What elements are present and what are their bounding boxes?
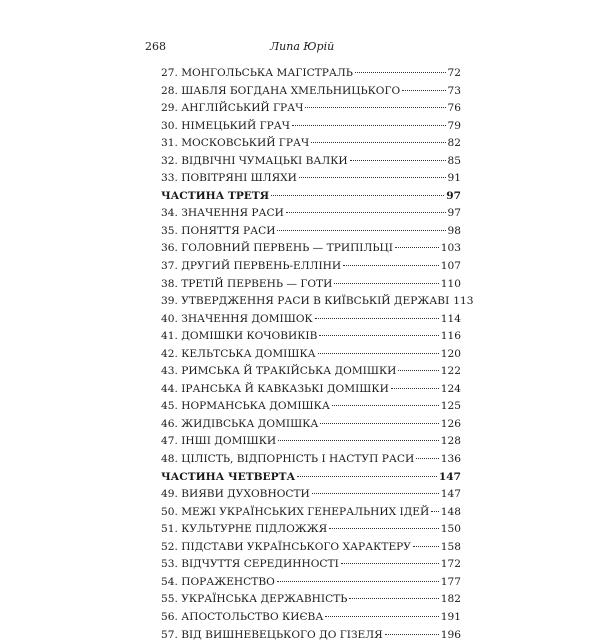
dot-leader xyxy=(325,616,438,617)
toc-entry-page: 196 xyxy=(441,627,461,644)
toc-entry-title: 30. НІМЕЦЬКИЙ ГРАЧ xyxy=(161,118,290,136)
toc-entry-page: 177 xyxy=(441,574,461,592)
dot-leader xyxy=(299,177,446,178)
dot-leader xyxy=(315,318,439,319)
toc-entry-page: 79 xyxy=(448,118,461,136)
toc-entry-title: 56. АПОСТОЛЬСТВО КИЄВА xyxy=(161,609,323,627)
toc-entry xyxy=(161,311,461,329)
toc-entry-title: 44. ІРАНСЬКА Й КАВКАЗЬКІ ДОМІШКИ xyxy=(161,381,389,399)
toc-entry-title: ЧАСТИНА ТРЕТЯ xyxy=(161,188,269,206)
toc-entry-page: 150 xyxy=(441,521,461,539)
toc-entry-title: 51. КУЛЬТУРНЕ ПІДЛОЖЖЯ xyxy=(161,521,327,539)
toc-entry-title: 49. ВИЯВИ ДУХОВНОСТИ xyxy=(161,486,310,504)
toc-entry-title: 31. МОСКОВСЬКИЙ ГРАЧ xyxy=(161,135,309,153)
toc-entry-page: 72 xyxy=(448,65,461,83)
running-header xyxy=(145,40,475,56)
toc-entry-page: 128 xyxy=(441,433,461,451)
dot-leader xyxy=(319,335,438,336)
dot-leader xyxy=(332,405,439,406)
toc-entry-page: 113 xyxy=(453,293,473,311)
toc-entry-page: 82 xyxy=(448,135,461,153)
toc-entry xyxy=(161,293,461,311)
toc-entry xyxy=(161,416,461,434)
toc-entry xyxy=(161,627,461,644)
toc-entry xyxy=(161,135,461,153)
toc-entry-page: 116 xyxy=(441,328,461,346)
dot-leader xyxy=(277,581,439,582)
toc-entry-page: 110 xyxy=(441,276,461,294)
toc-entry xyxy=(161,276,461,294)
toc-entry xyxy=(161,83,461,101)
dot-leader xyxy=(318,353,439,354)
toc-entry-page: 73 xyxy=(448,83,461,101)
toc-entry-title: 43. РИМСЬКА Й ТРАКІЙСЬКА ДОМІШКИ xyxy=(161,363,396,381)
dot-leader xyxy=(355,72,446,73)
toc-entry-page: 98 xyxy=(448,223,461,241)
dot-leader xyxy=(311,142,445,143)
toc-entry-page: 147 xyxy=(441,486,461,504)
toc-entry xyxy=(161,118,461,136)
dot-leader xyxy=(431,511,438,512)
toc-entry xyxy=(161,574,461,592)
toc-entry-title: ЧАСТИНА ЧЕТВЕРТА xyxy=(161,469,295,487)
running-head-author: Липа Юрій xyxy=(270,40,334,53)
toc-entry-page: 191 xyxy=(441,609,461,627)
toc-entry-title: 47. ІНШІ ДОМІШКИ xyxy=(161,433,276,451)
dot-leader xyxy=(312,493,439,494)
page-number: 268 xyxy=(145,40,166,53)
toc-entry-page: 97 xyxy=(446,188,461,206)
toc-entry xyxy=(161,433,461,451)
toc-entry-title: 27. МОНГОЛЬСЬКА МАГІСТРАЛЬ xyxy=(161,65,353,83)
dot-leader xyxy=(271,195,444,196)
toc-entry xyxy=(161,153,461,171)
toc-part-heading xyxy=(161,469,461,487)
dot-leader xyxy=(350,160,446,161)
dot-leader xyxy=(349,598,438,599)
toc-entry xyxy=(161,363,461,381)
toc-entry-page: 91 xyxy=(448,170,461,188)
toc-entry-page: 148 xyxy=(441,504,461,522)
toc-entry-title: 39. УТВЕРДЖЕННЯ РАСИ В КИЇВСЬКІЙ ДЕРЖАВІ xyxy=(161,293,449,311)
toc-entry xyxy=(161,521,461,539)
toc-entry-page: 158 xyxy=(441,539,461,557)
dot-leader xyxy=(277,230,445,231)
toc-entry xyxy=(161,486,461,504)
toc-entry-title: 54. ПОРАЖЕНСТВО xyxy=(161,574,275,592)
toc-entry xyxy=(161,346,461,364)
dot-leader xyxy=(292,125,446,126)
toc-entry xyxy=(161,258,461,276)
toc-entry xyxy=(161,591,461,609)
toc-entry xyxy=(161,451,461,469)
toc-entry-page: 124 xyxy=(441,381,461,399)
toc-entry xyxy=(161,328,461,346)
toc-entry xyxy=(161,539,461,557)
toc-entry xyxy=(161,504,461,522)
toc-entry xyxy=(161,100,461,118)
toc-entry-page: 182 xyxy=(441,591,461,609)
dot-leader xyxy=(416,458,439,459)
toc-entry-page: 136 xyxy=(441,451,461,469)
dot-leader xyxy=(385,634,439,635)
toc-entry-title: 45. НОРМАНСЬКА ДОМІШКА xyxy=(161,398,330,416)
toc-entry-title: 32. ВІДВІЧНІ ЧУМАЦЬКІ ВАЛКИ xyxy=(161,153,348,171)
toc-entry-title: 37. ДРУГИЙ ПЕРВЕНЬ-ЕЛЛІНИ xyxy=(161,258,341,276)
table-of-contents xyxy=(161,65,461,644)
toc-entry-page: 103 xyxy=(441,240,461,258)
dot-leader xyxy=(341,563,439,564)
toc-entry-title: 52. ПІДСТАВИ УКРАЇНСЬКОГО ХАРАКТЕРУ xyxy=(161,539,411,557)
dot-leader xyxy=(402,90,445,91)
toc-entry-page: 147 xyxy=(439,469,461,487)
dot-leader xyxy=(343,265,439,266)
toc-entry-title: 53. ВІДЧУТТЯ СЕРЕДИННОСТІ xyxy=(161,556,339,574)
dot-leader xyxy=(320,423,438,424)
dot-leader xyxy=(398,370,438,371)
toc-entry xyxy=(161,205,461,223)
toc-entry xyxy=(161,398,461,416)
toc-entry xyxy=(161,381,461,399)
toc-entry xyxy=(161,170,461,188)
toc-entry-page: 172 xyxy=(441,556,461,574)
toc-entry xyxy=(161,223,461,241)
toc-entry-title: 34. ЗНАЧЕННЯ РАСИ xyxy=(161,205,284,223)
toc-entry-title: 50. МЕЖІ УКРАЇНСЬКИХ ГЕНЕРАЛЬНИХ ІДЕЙ xyxy=(161,504,429,522)
toc-entry-page: 122 xyxy=(441,363,461,381)
toc-entry-title: 38. ТРЕТІЙ ПЕРВЕНЬ — ГОТИ xyxy=(161,276,332,294)
toc-entry-page: 97 xyxy=(448,205,461,223)
toc-part-heading xyxy=(161,188,461,206)
dot-leader xyxy=(329,528,439,529)
toc-entry-page: 114 xyxy=(441,311,461,329)
toc-entry-title: 28. ШАБЛЯ БОГДАНА ХМЕЛЬНИЦЬКОГО xyxy=(161,83,400,101)
toc-entry-title: 41. ДОМІШКИ КОЧОВИКІВ xyxy=(161,328,317,346)
toc-entry-page: 126 xyxy=(441,416,461,434)
toc-entry-title: 42. КЕЛЬТСЬКА ДОМІШКА xyxy=(161,346,316,364)
toc-entry-title: 46. ЖИДІВСЬКА ДОМІШКА xyxy=(161,416,318,434)
dot-leader xyxy=(395,247,439,248)
toc-entry-title: 29. АНГЛІЙСЬКИЙ ГРАЧ xyxy=(161,100,303,118)
toc-entry-title: 36. ГОЛОВНИЙ ПЕРВЕНЬ — ТРИПІЛЬЦІ xyxy=(161,240,393,258)
dot-leader xyxy=(297,476,437,477)
dot-leader xyxy=(334,283,438,284)
dot-leader xyxy=(391,388,439,389)
toc-entry-page: 120 xyxy=(441,346,461,364)
dot-leader xyxy=(286,212,446,213)
toc-entry-page: 125 xyxy=(441,398,461,416)
dot-leader xyxy=(413,546,439,547)
toc-entry-title: 57. ВІД ВИШНЕВЕЦЬКОГО ДО ГІЗЕЛЯ xyxy=(161,627,383,644)
toc-entry-page: 107 xyxy=(441,258,461,276)
toc-entry-title: 48. ЦІЛІСТЬ, ВІДПОРНІСТЬ І НАСТУП РАСИ xyxy=(161,451,414,469)
toc-entry-page: 76 xyxy=(448,100,461,118)
toc-entry xyxy=(161,609,461,627)
toc-entry xyxy=(161,240,461,258)
toc-entry-title: 40. ЗНАЧЕННЯ ДОМІШОК xyxy=(161,311,313,329)
toc-entry-page: 85 xyxy=(448,153,461,171)
toc-entry xyxy=(161,65,461,83)
toc-entry-title: 35. ПОНЯТТЯ РАСИ xyxy=(161,223,275,241)
toc-entry-title: 55. УКРАЇНСЬКА ДЕРЖАВНІСТЬ xyxy=(161,591,347,609)
toc-entry-title: 33. ПОВІТРЯНІ ШЛЯХИ xyxy=(161,170,297,188)
dot-leader xyxy=(278,440,439,441)
toc-entry xyxy=(161,556,461,574)
dot-leader xyxy=(305,107,445,108)
